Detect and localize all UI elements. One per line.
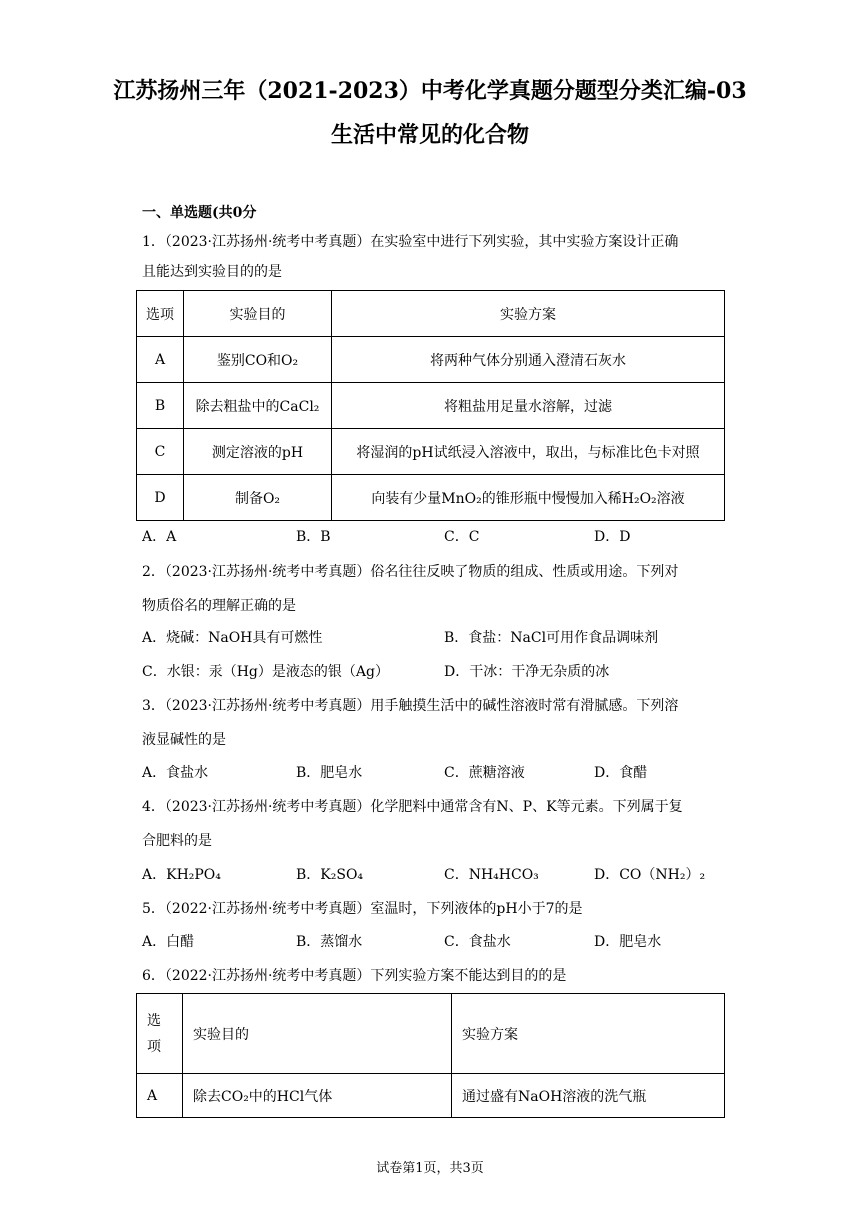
q5-option-d[interactable]: D．肥皂水 xyxy=(594,934,662,950)
q1-option-b[interactable]: B．B xyxy=(296,529,331,545)
q1-table xyxy=(136,290,725,521)
table-header-cell: 选 项 xyxy=(137,994,183,1074)
table-cell: 除去粗盐中的CaCl₂ xyxy=(184,383,332,429)
page-title-line2: 生活中常见的化合物 xyxy=(330,122,529,148)
q3-option-c[interactable]: C．蔗糖溶液 xyxy=(444,765,525,781)
q2-stem-line1: 2．（2023·江苏扬州·统考中考真题）俗名往往反映了物质的组成、性质或用途。下列对 xyxy=(142,564,679,580)
table-header-row xyxy=(137,994,725,1074)
q4-option-c[interactable]: C．NH₄HCO₃ xyxy=(444,867,539,883)
table-header-row xyxy=(137,291,725,337)
q3-stem-line1: 3．（2023·江苏扬州·统考中考真题）用手触摸生活中的碱性溶液时常有滑腻感。下列溶 xyxy=(142,698,679,714)
q3-option-a[interactable]: A．食盐水 xyxy=(142,765,209,781)
q2-option-d[interactable]: D．干冰：干净无杂质的冰 xyxy=(444,664,610,680)
table-row xyxy=(137,475,725,521)
q5-option-b[interactable]: B．蒸馏水 xyxy=(296,934,363,950)
table-cell: C xyxy=(137,429,184,475)
q6-stem-line1: 6．（2022·江苏扬州·统考中考真题）下列实验方案不能达到目的的是 xyxy=(142,968,567,984)
q2-option-a[interactable]: A．烧碱：NaOH具有可燃性 xyxy=(142,630,323,646)
q1-option-d[interactable]: D．D xyxy=(594,529,631,545)
q1-option-a[interactable]: A．A xyxy=(142,529,177,545)
q1-stem-line2: 且能达到实验目的的是 xyxy=(142,264,282,280)
table-cell: 鉴别CO和O₂ xyxy=(184,337,332,383)
table-cell: 将粗盐用足量水溶解，过滤 xyxy=(332,383,725,429)
page-footer: 试卷第1页，共3页 xyxy=(376,1161,484,1176)
q3-option-b[interactable]: B．肥皂水 xyxy=(296,765,363,781)
table-cell: A xyxy=(137,1074,183,1118)
q2-stem-line2: 物质俗名的理解正确的是 xyxy=(142,598,296,614)
table-cell: D xyxy=(137,475,184,521)
table-cell: 通过盛有NaOH溶液的洗气瓶 xyxy=(452,1074,725,1118)
q5-option-a[interactable]: A．白醋 xyxy=(142,934,195,950)
table-cell: 将两种气体分别通入澄清石灰水 xyxy=(332,337,725,383)
q2-option-b[interactable]: B．食盐：NaCl可用作食品调味剂 xyxy=(444,630,659,646)
q4-option-b[interactable]: B．K₂SO₄ xyxy=(296,867,364,883)
q3-stem-line2: 液显碱性的是 xyxy=(142,732,226,748)
q4-stem-line2: 合肥料的是 xyxy=(142,833,212,849)
table-cell: B xyxy=(137,383,184,429)
table-cell: 将湿润的pH试纸浸入溶液中，取出，与标准比色卡对照 xyxy=(332,429,725,475)
table-row xyxy=(137,429,725,475)
table-header-cell: 实验方案 xyxy=(452,994,725,1074)
q6-table xyxy=(136,993,725,1118)
q4-option-a[interactable]: A．KH₂PO₄ xyxy=(142,867,221,883)
q1-option-c[interactable]: C．C xyxy=(444,529,480,545)
table-cell: 除去CO₂中的HCl气体 xyxy=(183,1074,452,1118)
table-cell: 制备O₂ xyxy=(184,475,332,521)
q4-stem-line1: 4．（2023·江苏扬州·统考中考真题）化学肥料中通常含有N、P、K等元素。下列属于复 xyxy=(142,799,683,815)
q1-stem-line1: 1．（2023·江苏扬州·统考中考真题）在实验室中进行下列实验，其中实验方案设计正确 xyxy=(142,234,679,250)
table-cell: A xyxy=(137,337,184,383)
table-header-cell: 选项 xyxy=(137,291,184,337)
page-title-line1: 江苏扬州三年（2021-2023）中考化学真题分题型分类汇编-03 xyxy=(113,78,747,104)
table-row xyxy=(137,337,725,383)
q3-option-d[interactable]: D．食醋 xyxy=(594,765,648,781)
table-cell: 向装有少量MnO₂的锥形瓶中慢慢加入稀H₂O₂溶液 xyxy=(332,475,725,521)
table-header-cell: 实验目的 xyxy=(184,291,332,337)
q5-option-c[interactable]: C．食盐水 xyxy=(444,934,511,950)
section-heading: 一、单选题(共0分 xyxy=(142,205,257,221)
table-cell: 测定溶液的pH xyxy=(184,429,332,475)
q4-option-d[interactable]: D．CO（NH₂）₂ xyxy=(594,867,706,883)
table-row xyxy=(137,383,725,429)
q5-stem-line1: 5．（2022·江苏扬州·统考中考真题）室温时，下列液体的pH小于7的是 xyxy=(142,901,583,917)
table-header-cell: 实验目的 xyxy=(183,994,452,1074)
table-row xyxy=(137,1074,725,1118)
q2-option-c[interactable]: C．水银：汞（Hg）是液态的银（Ag） xyxy=(142,664,389,680)
table-header-cell: 实验方案 xyxy=(332,291,725,337)
